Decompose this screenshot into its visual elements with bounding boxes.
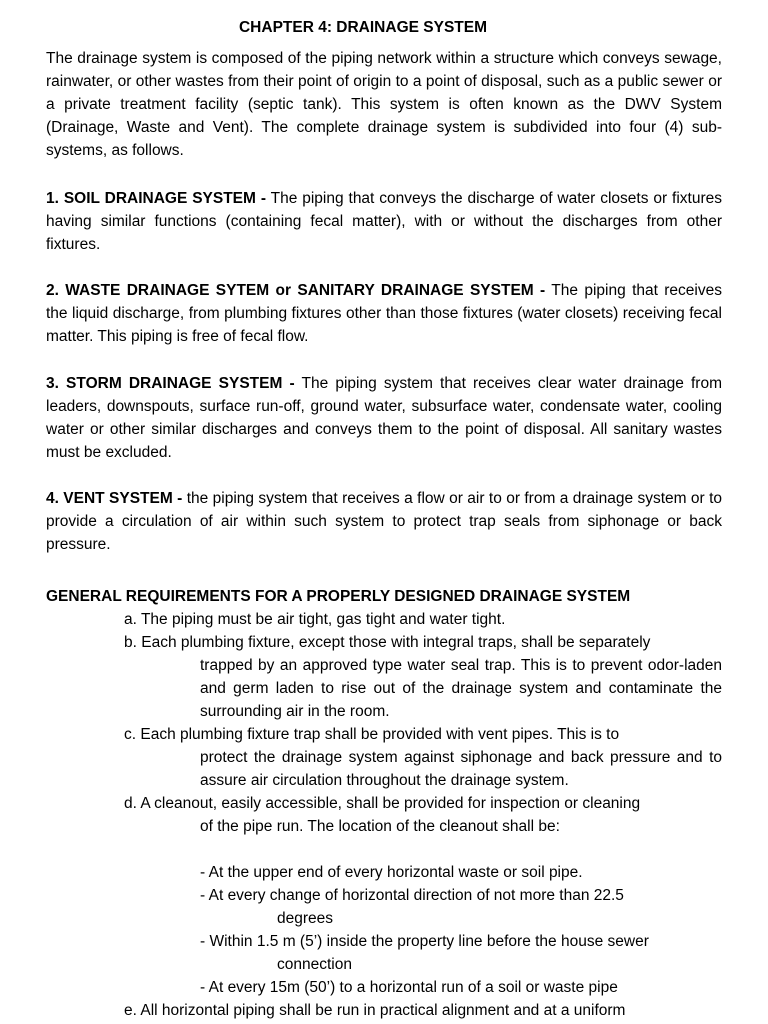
system-soil-paragraph <box>46 187 722 256</box>
cleanout-location-1-text: - At the upper end of every horizontal waste or soil pipe. <box>200 864 583 881</box>
system-waste-label: 2. WASTE DRAINAGE SYTEM or SANITARY DRAINAGE SYSTEM - <box>46 282 546 299</box>
requirement-a-text: a. The piping must be air tight, gas tight and water tight. <box>124 611 506 628</box>
requirement-d-first-line: d. A cleanout, easily accessible, shall be provided for inspection or cleaning <box>124 795 641 812</box>
intro-paragraph: The drainage system is composed of the piping network within a structure which conveys sewage, rainwater, or other wastes from their point of origin to a point of disposal, such as a public sewer or a private treatment facility (septic tank). This system is often known as the DWV System (Drainage, Waste and Vent). The complete drainage system is subdivided into four (4) sub-systems, as follows. <box>46 50 722 159</box>
requirement-b-first-line: b. Each plumbing fixture, except those with integral traps, shall be separately <box>124 634 651 651</box>
cleanout-location-3-continuation: connection <box>277 956 352 973</box>
requirement-d-continuation: of the pipe run. The location of the cleanout shall be: <box>200 818 560 835</box>
requirement-b-continuation: trapped by an approved type water seal trap. This is to prevent odor-laden and germ laden to rise out of the drainage system and contaminate the surrounding air in the room. <box>200 657 722 720</box>
cleanout-location-3 <box>200 930 722 976</box>
system-vent-label: 4. VENT SYSTEM - <box>46 490 183 507</box>
requirement-a <box>124 608 722 631</box>
system-soil-label: 1. SOIL DRAINAGE SYSTEM - <box>46 190 266 207</box>
requirement-c-continuation: protect the drainage system against siphonage and back pressure and to assure air circulation throughout the drainage system. <box>200 749 722 789</box>
cleanout-location-4-text: - At every 15m (50’) to a horizontal run of a soil or waste pipe <box>200 979 618 996</box>
chapter-title: CHAPTER 4: DRAINAGE SYSTEM <box>238 19 488 36</box>
requirement-c <box>124 723 722 792</box>
requirement-e-text: e. All horizontal piping shall be run in practical alignment and at a uniform <box>124 1002 626 1019</box>
system-waste-text: The piping that receives the liquid discharge, from plumbing fixtures other than those fixtures (water closets) receiving fecal matter. This piping is free of fecal flow. <box>46 282 722 345</box>
cleanout-location-4 <box>200 976 722 999</box>
cleanout-location-2 <box>200 884 722 930</box>
requirements-heading: GENERAL REQUIREMENTS FOR A PROPERLY DESIGNED DRAINAGE SYSTEM <box>46 588 631 605</box>
cleanout-location-1 <box>200 861 722 884</box>
requirement-e <box>124 999 722 1022</box>
system-vent-paragraph <box>46 487 722 556</box>
system-vent-text: the piping system that receives a flow or air to or from a drainage system or to provide a circulation of air within such system to protect trap seals from siphonage or back pressure. <box>46 490 722 553</box>
system-storm-text: The piping system that receives clear water drainage from leaders, downspouts, surface run-off, ground water, subsurface water, condensate water, cooling water or other similar discharges and conveys them to the point of disposal. All sanitary wastes must be excluded. <box>46 375 723 461</box>
requirement-b <box>124 631 722 723</box>
system-storm-label: 3. STORM DRAINAGE SYSTEM - <box>46 375 295 392</box>
system-storm-paragraph <box>46 372 722 464</box>
requirement-d <box>124 792 722 838</box>
system-waste-paragraph <box>46 279 722 348</box>
system-soil-text: The piping that conveys the discharge of water closets or fixtures having similar functions (containing fecal matter), with or without the discharges from other fixtures. <box>46 190 723 253</box>
cleanout-location-3-first-line: - Within 1.5 m (5’) inside the property line before the house sewer <box>200 933 649 950</box>
requirement-c-first-line: c. Each plumbing fixture trap shall be provided with vent pipes. This is to <box>124 726 620 743</box>
cleanout-location-2-continuation: degrees <box>277 910 334 927</box>
cleanout-location-2-first-line: - At every change of horizontal direction of not more than 22.5 <box>200 887 624 904</box>
